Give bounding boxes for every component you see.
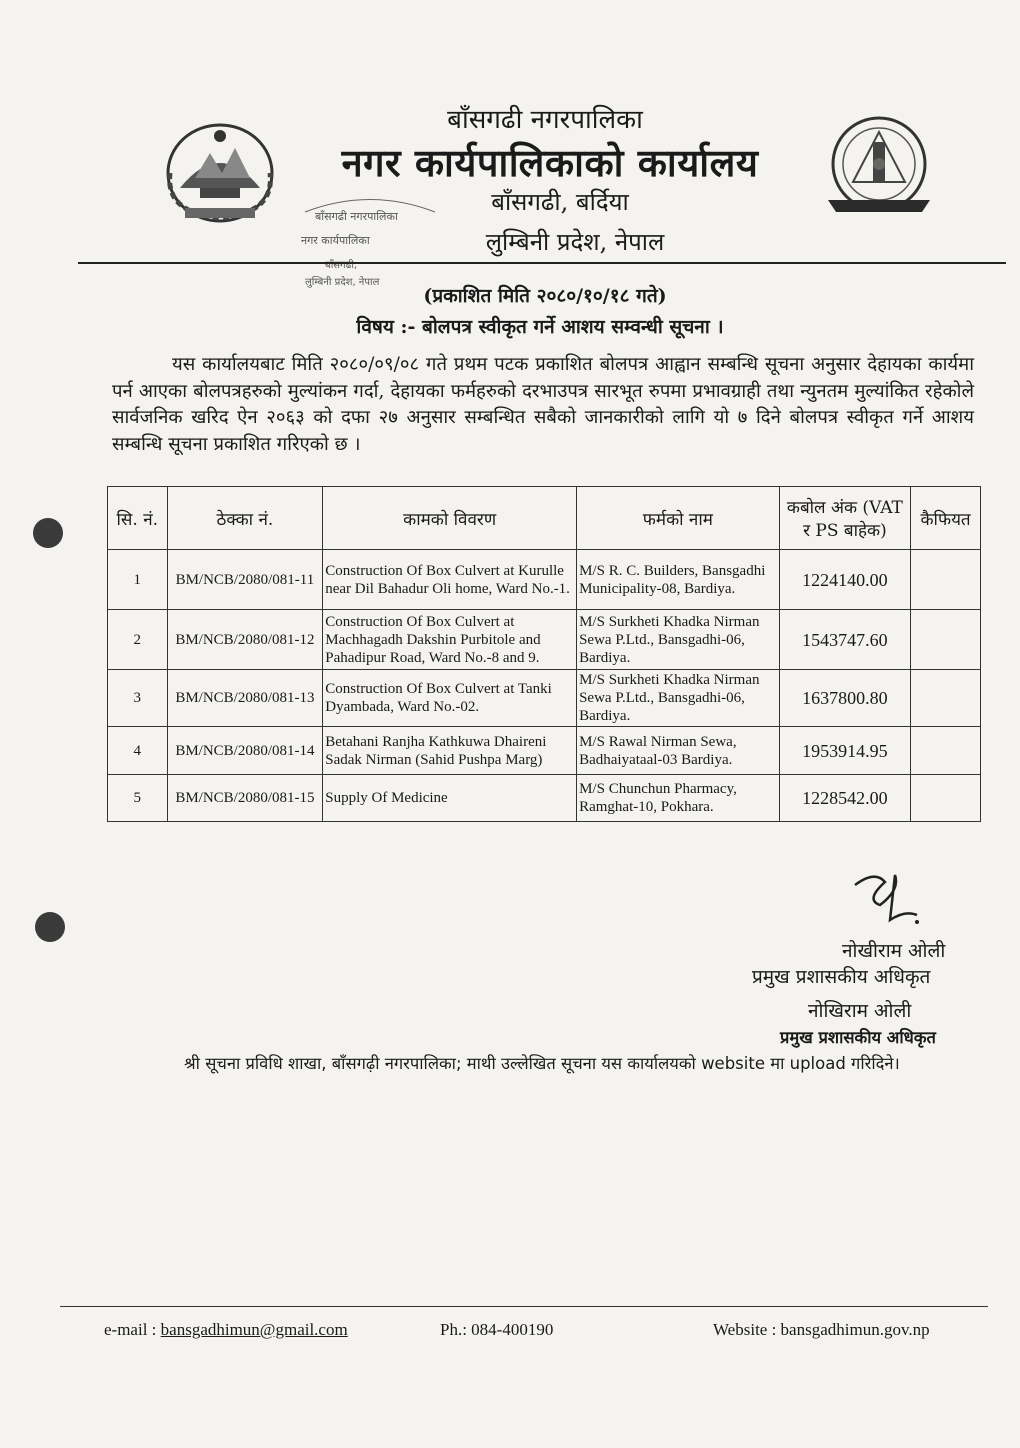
cell-remarks <box>911 727 981 775</box>
municipality-name: बाँसगढी नगरपालिका <box>447 105 643 135</box>
header-description: कामको विवरण <box>323 487 577 550</box>
office-name: नगर कार्यपालिकाको कार्यालय <box>341 140 759 185</box>
it-section-instruction: श्री सूचना प्रविधि शाखा, बाँसगढ़ी नगरपालिका; माथी उल्लेखित सूचना यस कार्यालयको website मा upload गरिदिने। <box>184 1054 900 1073</box>
cell-remarks <box>911 610 981 670</box>
cell-sn: 1 <box>108 550 168 610</box>
footer-divider <box>60 1306 988 1307</box>
cell-description: Construction Of Box Culvert at Tanki Dyambada, Ward No.-02. <box>323 670 577 727</box>
cell-description: Betahani Ranjha Kathkuwa Dhaireni Sadak Nirman (Sahid Pushpa Marg) <box>323 727 577 775</box>
table-row <box>108 727 981 775</box>
signature-icon <box>845 870 925 930</box>
punch-hole-icon <box>35 912 65 942</box>
cell-amount: 1637800.80 <box>779 670 910 727</box>
bid-table <box>107 486 981 822</box>
footer-email <box>104 1320 348 1340</box>
signatory-title: प्रमुख प्रशासकीय अधिकृत <box>752 966 931 988</box>
cell-description: Supply Of Medicine <box>323 775 577 822</box>
cell-remarks <box>911 550 981 610</box>
cell-sn: 5 <box>108 775 168 822</box>
signatory-name: नोखीराम ओली <box>842 940 946 962</box>
cell-contract-no: BM/NCB/2080/081-11 <box>167 550 323 610</box>
stamp-signatory-name: नोखिराम ओली <box>808 1000 912 1022</box>
header-remarks: कैफियत <box>911 487 981 550</box>
cell-sn: 4 <box>108 727 168 775</box>
cell-contract-no: BM/NCB/2080/081-15 <box>167 775 323 822</box>
cell-amount: 1228542.00 <box>779 775 910 822</box>
cell-amount: 1224140.00 <box>779 550 910 610</box>
cell-contract-no: BM/NCB/2080/081-13 <box>167 670 323 727</box>
header-divider <box>78 262 1006 264</box>
stamp-signatory-title: प्रमुख प्रशासकीय अधिकृत <box>780 1028 936 1047</box>
stamp-line3: बाँसगढी, <box>325 260 358 271</box>
office-address: बाँसगढी, बर्दिया <box>491 188 629 216</box>
cell-description: Construction Of Box Culvert at Kurulle near Dil Bahadur Oli home, Ward No.-1. <box>323 550 577 610</box>
notice-body: यस कार्यालयबाट मिति २०८०/०९/०८ गते प्रथम पटक प्रकाशित बोलपत्र आह्वान सम्बन्धि सूचना अनुसार देहायका कार्यमा पर्न आएका बोलपत्रहरुको मुल्यांकन गर्दा, देहायका फर्महरुको दरभाउपत्र सारभूत रुपमा प्रभावग्राही तथा न्युनतम मुल्यांकित रहेकोले सार्वजनिक खरिद ऐन २०६३ को दफा २७ अनुसार सम्बन्धित सबैको जानकारीको लागि यो ७ दिने बोलपत्र स्वीकृत गर्ने आशय सम्बन्धि सूचना प्रकाशित गरिएको छ । <box>112 354 974 455</box>
cell-firm: M/S Surkheti Khadka Nirman Sewa P.Ltd., Bansgadhi-06, Bardiya. <box>577 670 780 727</box>
cell-firm: M/S Chunchun Pharmacy, Ramghat-10, Pokhara. <box>577 775 780 822</box>
footer-email-link[interactable]: bansgadhimun@gmail.com <box>160 1320 348 1339</box>
footer-website[interactable]: Website : bansgadhimun.gov.np <box>713 1320 930 1339</box>
header-amount: कबोल अंक (VAT र PS बाहेक) <box>779 487 910 550</box>
cell-sn: 2 <box>108 610 168 670</box>
cell-remarks <box>911 670 981 727</box>
stamp-line2: नगर कार्यपालिका <box>301 234 370 247</box>
notice-subject: विषय :- बोलपत्र स्वीकृत गर्ने आशय सम्वन्धी सूचना । <box>356 316 724 338</box>
publication-date: (प्रकाशित मिति २०८०/१०/१८ गते) <box>423 285 667 307</box>
cell-amount: 1543747.60 <box>779 610 910 670</box>
footer-phone: Ph.: 084-400190 <box>440 1320 554 1339</box>
cell-description: Construction Of Box Culvert at Machhagadh Dakshin Purbitole and Pahadipur Road, Ward No.-8 and 9. <box>323 610 577 670</box>
cell-firm: M/S Rawal Nirman Sewa, Badhaiyataal-03 Bardiya. <box>577 727 780 775</box>
cell-contract-no: BM/NCB/2080/081-14 <box>167 727 323 775</box>
cell-sn: 3 <box>108 670 168 727</box>
cell-firm: M/S R. C. Builders, Bansgadhi Municipality-08, Bardiya. <box>577 550 780 610</box>
office-province: लुम्बिनी प्रदेश, नेपाल <box>485 228 665 256</box>
header-sn: सि. नं. <box>108 487 168 550</box>
cell-contract-no: BM/NCB/2080/081-12 <box>167 610 323 670</box>
cell-firm: M/S Surkheti Khadka Nirman Sewa P.Ltd., Bansgadhi-06, Bardiya. <box>577 610 780 670</box>
table-header-row <box>108 487 981 550</box>
footer-email-label: e-mail : <box>104 1320 161 1339</box>
cell-remarks <box>911 775 981 822</box>
cell-amount: 1953914.95 <box>779 727 910 775</box>
header-contract-no: ठेक्का नं. <box>167 487 323 550</box>
stamp-line1: बाँसगढी नगरपालिका <box>315 210 398 223</box>
header-firm: फर्मको नाम <box>577 487 780 550</box>
table-row <box>108 670 981 727</box>
table-row <box>108 775 981 822</box>
punch-hole-icon <box>33 518 63 548</box>
table-row <box>108 550 981 610</box>
table-row <box>108 610 981 670</box>
stamp-line4: लुम्बिनी प्रदेश, नेपाल <box>305 277 380 288</box>
